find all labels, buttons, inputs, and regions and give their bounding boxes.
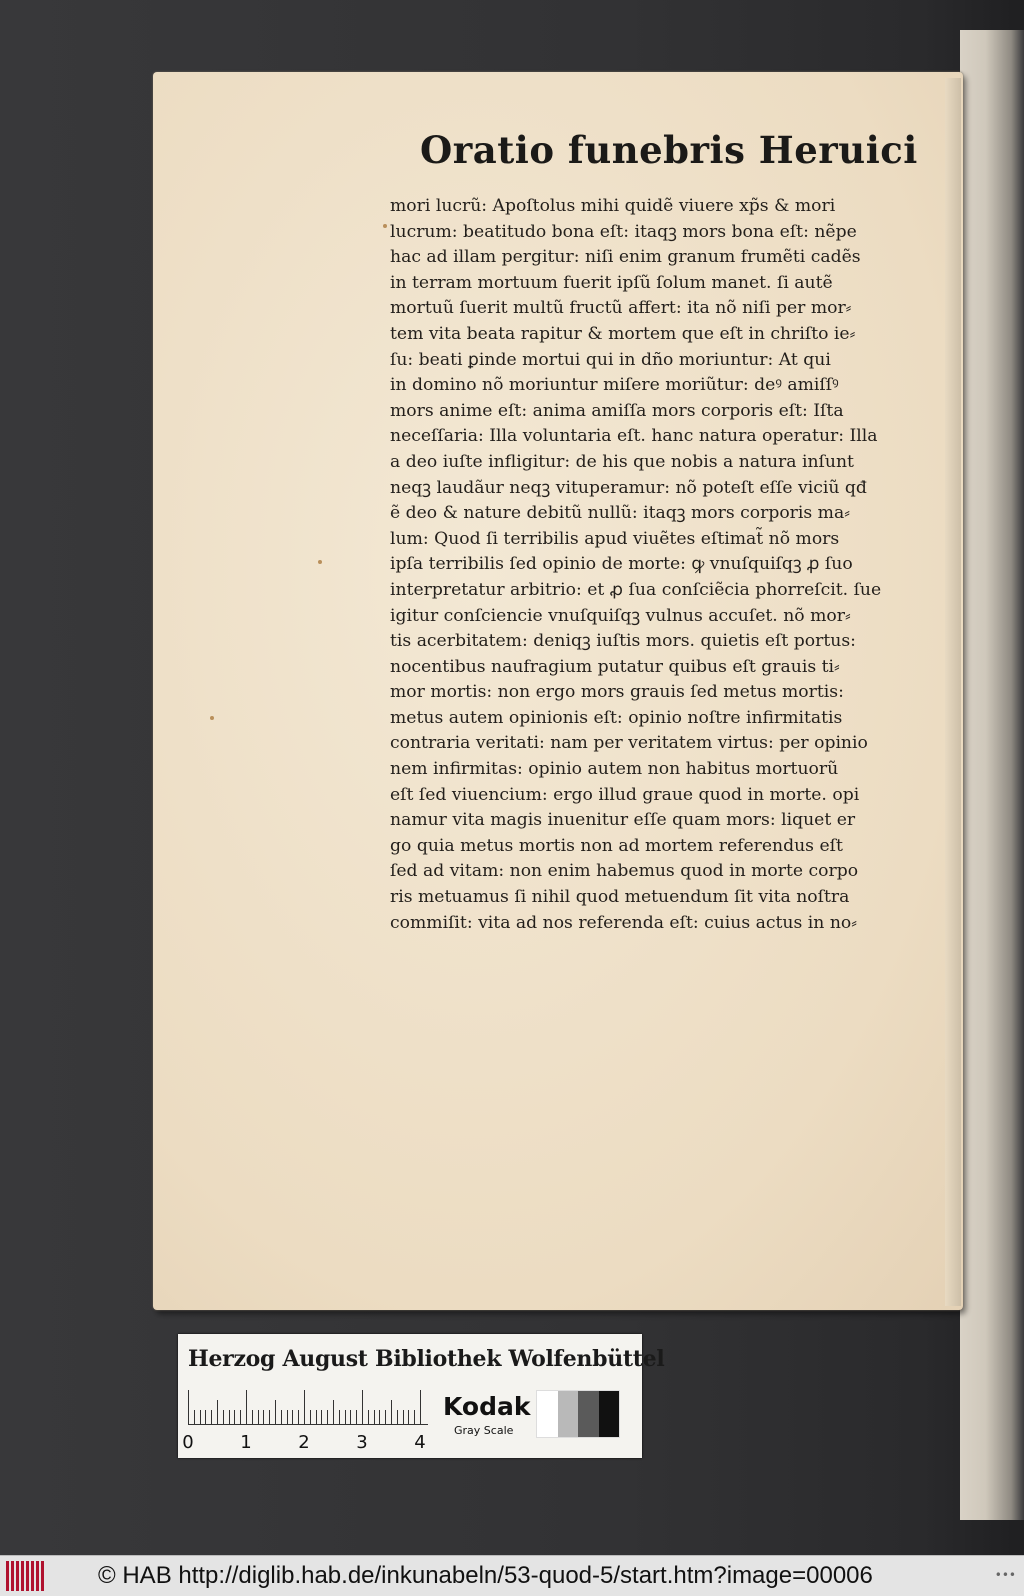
ruler-number: 0 — [182, 1432, 194, 1453]
ruler-tick — [223, 1410, 224, 1424]
margin-spot — [318, 560, 322, 564]
library-name: Herzog August Bibliothek Wolfenbüttel — [188, 1346, 665, 1372]
ruler-tick — [304, 1390, 305, 1424]
ruler-tick — [362, 1390, 363, 1424]
gray-swatch — [558, 1391, 579, 1437]
ruler-tick — [356, 1410, 357, 1424]
ruler-tick — [292, 1410, 293, 1424]
text-line: a deo iuſte infligitur: de his que nobis a natura inſunt — [390, 451, 854, 472]
ruler-tick — [298, 1410, 299, 1424]
ruler-tick — [258, 1410, 259, 1424]
ruler-tick — [188, 1390, 189, 1424]
ruler-tick — [420, 1390, 421, 1424]
gray-scale-swatches — [536, 1390, 620, 1438]
ruler-tick — [321, 1410, 322, 1424]
text-line: mor mortis: non ergo mors grauis ſed metus mortis: — [390, 682, 844, 703]
running-head: Oratio funebris Heruici — [420, 128, 918, 172]
ruler-tick — [368, 1410, 369, 1424]
text-line: ris metuamus ſi nihil quod metuendum ſit vita noſtra — [390, 887, 850, 908]
text-line: ſu: beati ꝑinde mortui qui in dño moriuntur: At qui — [390, 349, 831, 370]
margin-spot — [383, 224, 387, 228]
text-line: go quia metus mortis non ad mortem referendus eſt — [390, 835, 843, 856]
ruler-tick — [194, 1410, 195, 1424]
text-line: lum: Quod ſi terribilis apud viuẽtes eſtimat̃ nõ mors — [390, 528, 840, 549]
ruler-tick — [252, 1410, 253, 1424]
ruler-tick — [217, 1400, 218, 1424]
text-line: interpretatur arbitrio: et ꝓ ſua conſciẽcia phorreſcit. ſue — [390, 579, 882, 600]
text-line: neqꝫ laudãur neqꝫ vituperamur: nõ poteſt eſſe viciũ qđ — [390, 477, 867, 498]
text-line: commiſit: vita ad nos referenda eſt: cuius actus in no⸗ — [390, 912, 857, 933]
text-line: nocentibus naufragium putatur quibus eſt grauis ti⸗ — [390, 656, 840, 677]
ruler-tick — [281, 1410, 282, 1424]
text-line: contraria veritati: nam per veritatem virtus: per opinio — [390, 733, 868, 754]
ruler-tick — [350, 1410, 351, 1424]
gray-swatch — [578, 1391, 599, 1437]
ruler-tick — [374, 1410, 375, 1424]
ruler-tick — [379, 1410, 380, 1424]
margin-spot — [210, 716, 214, 720]
text-line: in domino nõ moriuntur miſere moriũtur: deꝰ amiſſꝰ — [390, 375, 839, 396]
copyright-url[interactable]: © HAB http://diglib.hab.de/inkunabeln/53-quod-5/start.htm?image=00006 — [98, 1562, 873, 1589]
ruler-tick — [269, 1410, 270, 1424]
text-line: in terram mortuum fuerit ipſũ ſolum manet. ſi autẽ — [390, 272, 833, 293]
text-line: ẽ deo & nature debitũ nullũ: itaqꝫ mors corporis ma⸗ — [390, 503, 850, 524]
text-line: mors anime eſt: anima amiſſa mors corporis eſt: Iſta — [390, 400, 844, 421]
ruler-tick — [403, 1410, 404, 1424]
footer-dots: ••• — [994, 1568, 1016, 1582]
page-gutter-shadow — [945, 78, 961, 1306]
ruler-number: 1 — [240, 1432, 252, 1453]
kodak-brand: Kodak — [443, 1392, 531, 1421]
text-line: mortuũ ſuerit multũ fructũ affert: ita nõ niſi per mor⸗ — [390, 298, 852, 319]
ruler-tick — [339, 1410, 340, 1424]
adjacent-page-edge — [960, 30, 1024, 1520]
ruler-tick — [234, 1410, 235, 1424]
ruler-tick — [229, 1410, 230, 1424]
text-line: neceſſaria: Illa voluntaria eſt. hanc natura operatur: Illa — [390, 426, 878, 447]
text-line: tem vita beata rapitur & mortem que eſt in chriſto ie⸗ — [390, 323, 856, 344]
ruler-tick — [345, 1410, 346, 1424]
ruler-tick — [240, 1410, 241, 1424]
text-line: eſt ſed viuencium: ergo illud graue quod in morte. opi — [390, 784, 860, 805]
ruler-tick — [397, 1410, 398, 1424]
text-line: igitur conſciencie vnuſquiſqꝫ vulnus accuſet. nõ mor⸗ — [390, 605, 851, 626]
ruler-tick — [200, 1410, 201, 1424]
hab-logo-icon — [6, 1561, 46, 1591]
ruler-tick — [408, 1410, 409, 1424]
text-line: tis acerbitatem: deniqꝫ iuſtis mors. quietis eſt portus: — [390, 631, 856, 652]
ruler-tick — [205, 1410, 206, 1424]
text-line: nem infirmitas: opinio autem non habitus mortuorũ — [390, 759, 839, 780]
ruler-number: 4 — [414, 1432, 426, 1453]
text-line: hac ad illam pergitur: niſi enim granum frumẽti cadẽs — [390, 247, 861, 268]
ruler-tick — [391, 1400, 392, 1424]
ruler-tick — [287, 1410, 288, 1424]
text-line: namur vita magis inuenitur eſſe quam mors: liquet er — [390, 810, 856, 831]
text-line: metus autem opinionis eſt: opinio noſtre infirmitatis — [390, 707, 843, 728]
gray-swatch — [599, 1391, 620, 1437]
measurement-ruler — [188, 1388, 428, 1425]
ruler-tick — [385, 1410, 386, 1424]
gray-scale-label: Gray Scale — [454, 1424, 514, 1437]
text-line: ipſa terribilis ſed opinio de morte: ꝙ vnuſquiſqꝫ ꝓ ſuo — [390, 554, 853, 575]
ruler-tick — [211, 1410, 212, 1424]
ruler-tick — [263, 1410, 264, 1424]
ruler-tick — [333, 1400, 334, 1424]
color-calibration-card — [178, 1334, 665, 1458]
ruler-number: 2 — [298, 1432, 310, 1453]
text-line: mori lucrũ: Apoſtolus mihi quidẽ viuere xp̃s & mori — [390, 196, 836, 216]
ruler-tick — [275, 1400, 276, 1424]
text-block — [390, 194, 910, 936]
footer-bar — [0, 1555, 1024, 1596]
ruler-tick — [310, 1410, 311, 1424]
ruler-tick — [327, 1410, 328, 1424]
ruler-tick — [414, 1410, 415, 1424]
ruler-tick — [316, 1410, 317, 1424]
ruler-number: 3 — [356, 1432, 368, 1453]
gray-swatch — [537, 1391, 558, 1437]
text-line: lucrum: beatitudo bona eſt: itaqꝫ mors bona eſt: nẽpe — [390, 221, 857, 242]
ruler-tick — [246, 1390, 247, 1424]
text-line: ſed ad vitam: non enim habemus quod in morte corpo — [390, 861, 859, 882]
